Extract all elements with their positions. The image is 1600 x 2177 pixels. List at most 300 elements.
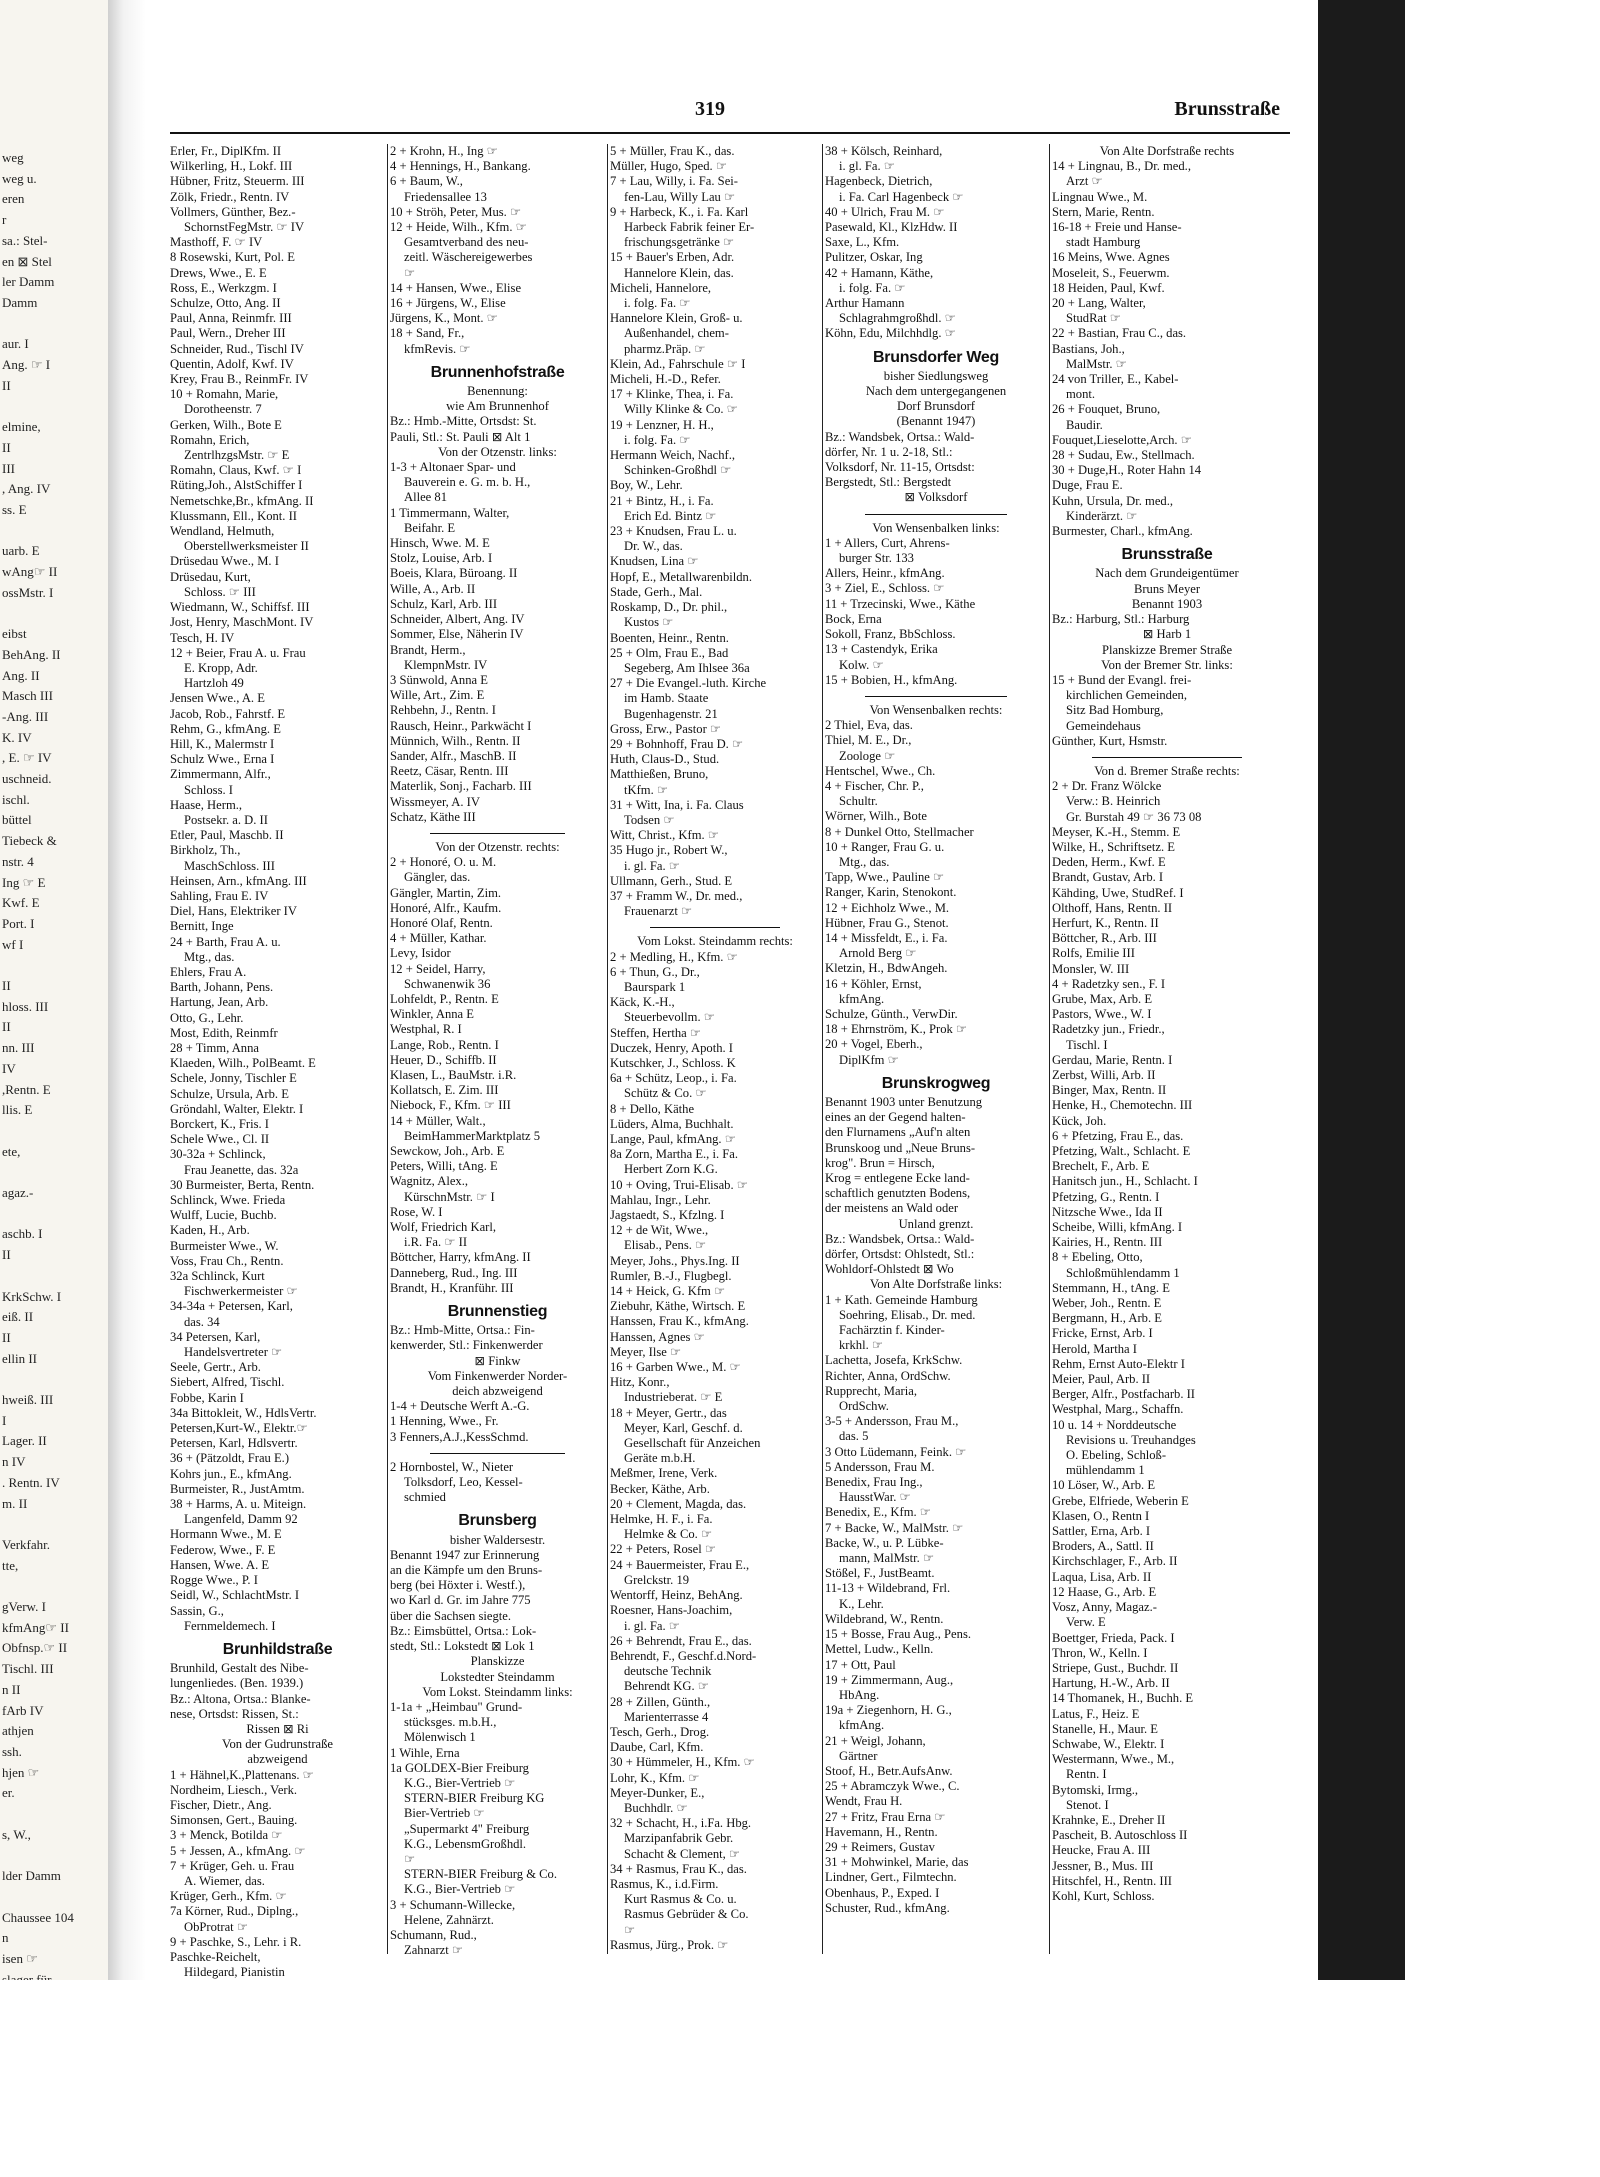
- directory-entry: 26 + Fouquet, Bruno,: [1052, 402, 1161, 417]
- directory-entry: Schele, Jonny, Tischler E: [170, 1071, 297, 1086]
- directory-entry: Broders, A., Sattl. II: [1052, 1539, 1154, 1554]
- directory-entry: K.G., Bier-Vertrieb ☞: [404, 1882, 516, 1897]
- directory-entry: Brandt, Herm.,: [390, 642, 466, 657]
- directory-entry: 6 + Pfetzing, Frau E., das.: [1052, 1128, 1184, 1143]
- directory-entry: Nach dem Grundeigentümer: [1095, 566, 1239, 581]
- directory-entry: Krahnke, E., Dreher II: [1052, 1812, 1166, 1827]
- directory-entry: Günther, Kurt, Hsmstr.: [1052, 733, 1168, 748]
- directory-entry: Duge, Frau E.: [1052, 478, 1123, 493]
- left-page-fragment-line: [2, 396, 108, 417]
- directory-entry: OrdSchw.: [839, 1399, 889, 1414]
- directory-entry: Rumler, B.-J., Flugbegl.: [610, 1268, 732, 1283]
- left-page-fragment-line: uschneid.: [2, 771, 52, 787]
- directory-entry: stücksges. m.b.H.,: [404, 1715, 497, 1730]
- directory-entry: Micheli, Hannelore,: [610, 280, 712, 295]
- directory-entry: 10 u. 14 + Norddeutsche: [1052, 1417, 1177, 1432]
- left-page-fragment-line: Tischl. III: [2, 1661, 54, 1677]
- directory-entry: Benedix, E., Kfm. ☞: [825, 1505, 932, 1520]
- directory-entry: 8a Zorn, Martha E., i. Fa.: [610, 1147, 739, 1162]
- left-page-fragment-line: llis. E: [2, 1102, 33, 1118]
- directory-entry: 37 + Framm W., Dr. med.,: [610, 888, 743, 903]
- directory-entry: Mtg., das.: [184, 949, 235, 964]
- directory-entry: Harbeck Fabrik feiner Er-: [624, 220, 755, 235]
- directory-entry: wo Karl d. Gr. im Jahre 775: [390, 1593, 531, 1608]
- directory-entry: 15 + Bauer's Erben, Adr.: [610, 250, 735, 265]
- directory-entry: Fischwerkermeister ☞: [184, 1284, 298, 1299]
- directory-entry: Vom Finkenwerder Norder-: [427, 1368, 568, 1383]
- directory-entry: Kohrs jun., E., kfmAng.: [170, 1466, 292, 1481]
- directory-entry: Meyer, Ilse ☞: [610, 1344, 682, 1359]
- directory-entry: Kutschker, J., Schloss. K: [610, 1055, 736, 1070]
- street-heading: Brunsstraße: [1121, 546, 1213, 564]
- directory-entry: Behrendt, F., Geschf.d.Nord-: [610, 1648, 757, 1663]
- left-page-fragment-line: n: [2, 1930, 9, 1946]
- directory-entry: Mettel, Ludw., Kelln.: [825, 1642, 934, 1657]
- directory-entry: 14 + Müller, Walt.,: [390, 1113, 486, 1128]
- directory-entry: Seele, Gertr., Arb.: [170, 1360, 261, 1375]
- column-1: [170, 144, 385, 1980]
- directory-entry: 38 + Harms, A. u. Miteign.: [170, 1497, 307, 1512]
- directory-entry: über die Sachsen siegte.: [390, 1608, 511, 1623]
- directory-entry: kfmRevis. ☞: [404, 341, 471, 356]
- left-page-fragment-line: Ang. ☞ I: [2, 357, 51, 373]
- directory-entry: Hartung, Jean, Arb.: [170, 995, 269, 1010]
- directory-entry: Boy, W., Lehr.: [610, 478, 683, 493]
- directory-entry: Hopf, E., Metallwarenbildn.: [610, 569, 752, 584]
- directory-entry: Simonsen, Gert., Bauing.: [170, 1813, 298, 1828]
- directory-entry: Peters, Willi, tAng. E: [390, 1159, 498, 1174]
- directory-entry: 24 + Barth, Frau A. u.: [170, 934, 281, 949]
- left-page-fragment-line: en ⊠ Stel: [2, 253, 52, 269]
- column-3: [610, 144, 820, 1954]
- directory-entry: Wörner, Wilh., Bote: [825, 809, 927, 824]
- directory-entry: 4 + Fischer, Chr. P.,: [825, 778, 924, 793]
- directory-entry: Krog = entlegene Ecke land-: [825, 1171, 970, 1185]
- directory-entry: 34 + Rasmus, Frau K., das.: [610, 1861, 747, 1876]
- left-page-fragment-line: [2, 314, 108, 335]
- directory-entry: Planskizze Bremer Straße: [1101, 642, 1233, 657]
- directory-entry: 21 + Bintz, H., i. Fa.: [610, 493, 714, 508]
- directory-entry: 10 + Ranger, Frau G. u.: [825, 839, 945, 854]
- left-page-fragment-line: II: [2, 377, 11, 393]
- directory-entry: Hansen, Wwe. A. E: [170, 1557, 270, 1572]
- directory-entry: Revisions u. Treuhandges: [1066, 1432, 1196, 1447]
- directory-entry: Hitschfel, H., Rentn. III: [1052, 1873, 1172, 1888]
- directory-entry: Sander, Alfr., MaschB. II: [390, 748, 517, 763]
- directory-entry: Kinderärzt. ☞: [1066, 508, 1138, 523]
- directory-entry: i. Fa. Carl Hagenbeck ☞: [839, 189, 964, 204]
- directory-entry: 14 + Heick, G. Kfm ☞: [610, 1284, 726, 1299]
- directory-entry: 8 + Dunkel Otto, Stellmacher: [825, 824, 974, 839]
- directory-entry: Kletzin, H., BdwAngeh.: [825, 961, 948, 976]
- directory-entry: Bock, Erna: [825, 611, 882, 626]
- directory-entry: 2 + Dr. Franz Wölcke: [1052, 779, 1162, 794]
- directory-entry: 14 + Missfeldt, E., i. Fa.: [825, 930, 948, 945]
- directory-entry: Bz.: Wandsbek, Ortsa.: Wald-: [825, 429, 975, 444]
- directory-entry: Friedensallee 13: [404, 189, 487, 204]
- directory-entry: Mölenwisch 1: [404, 1730, 476, 1745]
- directory-entry: Seidl, W., SchlachtMstr. I: [170, 1588, 300, 1603]
- directory-entry: 20 + Clement, Magda, das.: [610, 1496, 747, 1511]
- directory-entry: 16 + Köhler, Ernst,: [825, 976, 922, 991]
- directory-entry: Pastors, Wwe., W. I: [1052, 1007, 1152, 1022]
- directory-entry: Grube, Max, Arb. E: [1052, 991, 1153, 1006]
- left-page-fragment-line: fArb IV: [2, 1702, 44, 1718]
- directory-entry: 3 Otto Lüdemann, Feink. ☞: [825, 1444, 967, 1459]
- directory-entry: 7 + Krüger, Geh. u. Frau: [170, 1858, 295, 1873]
- directory-entry: StudRat ☞: [1066, 311, 1122, 326]
- directory-entry: ⊠ Finkw: [474, 1353, 521, 1368]
- directory-entry: pharmz.Präp. ☞: [624, 341, 706, 356]
- directory-entry: Willy Klinke & Co. ☞: [624, 402, 738, 417]
- directory-entry: Fernmeldemech. I: [184, 1618, 276, 1633]
- directory-entry: 34 Petersen, Karl,: [170, 1329, 261, 1344]
- directory-entry: Stößel, F., JustBeamt.: [825, 1566, 935, 1581]
- directory-entry: der meistens an Wald oder: [825, 1201, 959, 1216]
- directory-entry: Ranger, Karin, Stenokont.: [825, 885, 957, 900]
- directory-entry: Ross, E., Werkzgm. I: [170, 280, 277, 295]
- directory-entry: Krüger, Gerh., Kfm. ☞: [170, 1889, 287, 1904]
- directory-entry: Masthoff, F. ☞ IV: [170, 235, 263, 250]
- directory-entry: Hagenbeck, Dietrich,: [825, 174, 933, 189]
- left-page-fragment-line: . Rentn. IV: [2, 1474, 60, 1490]
- directory-entry: Sassin, G.,: [170, 1603, 224, 1618]
- left-page-fragment-line: Tiebeck &: [2, 833, 57, 849]
- street-heading: Brunnenstieg: [447, 1303, 548, 1321]
- directory-entry: Stenot. I: [1066, 1797, 1109, 1812]
- directory-entry: STERN-BIER Freiburg KG: [404, 1791, 545, 1806]
- directory-entry: 16-18 + Freie und Hanse-: [1052, 220, 1182, 235]
- directory-entry: 15 + Bobien, H., kfmAng.: [825, 672, 958, 687]
- directory-entry: Todsen ☞: [624, 812, 675, 827]
- directory-entry: kfmAng.: [839, 1718, 885, 1733]
- left-page-fragment-line: aur. I: [2, 336, 29, 352]
- directory-entry: 32a Schlinck, Kurt: [170, 1269, 265, 1284]
- directory-entry: Steffen, Hertha ☞: [610, 1025, 702, 1040]
- directory-entry: 17 + Klinke, Thea, i. Fa.: [610, 387, 734, 402]
- directory-entry: frischungsgetränke ☞: [624, 235, 735, 250]
- directory-entry: Meyer, Johs., Phys.Ing. II: [610, 1253, 740, 1268]
- directory-entry: Borckert, K., Fris. I: [170, 1117, 269, 1131]
- directory-entry: zeitl. Wäschereigewerbes: [404, 250, 533, 265]
- directory-entry: 21 + Weigl, Johann,: [825, 1733, 926, 1748]
- directory-entry: 34-34a + Petersen, Karl,: [170, 1299, 293, 1314]
- directory-entry: Käck, K.-H.,: [610, 995, 675, 1010]
- directory-entry: Jessner, B., Mus. III: [1052, 1858, 1154, 1873]
- directory-entry: 2 Hornbostel, W., Nieter: [390, 1459, 514, 1474]
- left-page-fragment-line: aschb. I: [2, 1226, 43, 1242]
- directory-entry: Gängler, Martin, Zim.: [390, 885, 502, 900]
- left-page-fragment-line: II: [2, 1247, 11, 1263]
- directory-entry: 36 + (Pätzoldt, Frau E.): [170, 1451, 290, 1466]
- directory-entry: Bz.: Hmb-Mitte, Ortsa.: Fin-: [390, 1323, 535, 1338]
- directory-entry: Drews, Wwe., E. E: [170, 265, 267, 280]
- directory-page: [150, 90, 1320, 1980]
- directory-entry: Roesner, Hans-Joachim,: [610, 1603, 733, 1618]
- left-page-fragment-line: büttel: [2, 812, 32, 828]
- section-separator: [430, 1445, 565, 1454]
- directory-entry: lungenliedes. (Ben. 1939.): [170, 1676, 304, 1691]
- directory-entry: Scheibe, Willi, kfmAng. I: [1052, 1220, 1183, 1235]
- directory-entry: Marienterrasse 4: [624, 1709, 709, 1724]
- directory-entry: Schacht & Clement, ☞: [624, 1846, 741, 1861]
- directory-entry: Heuer, D., Schiffb. II: [390, 1052, 497, 1067]
- directory-entry: Haase, Herm.,: [170, 797, 243, 812]
- directory-entry: Kaden, H., Arb.: [170, 1223, 250, 1238]
- directory-entry: 2 + Krohn, H., Ing ☞: [390, 144, 498, 158]
- directory-entry: Schneider, Rud., Tischl IV: [170, 341, 304, 356]
- directory-entry: Romahn, Claus, Kwf. ☞ I: [170, 463, 302, 478]
- directory-entry: Wiedmann, W., Schiffsf. III: [170, 600, 310, 615]
- directory-entry: 16 Meins, Wwe. Agnes: [1052, 250, 1170, 265]
- directory-entry: Tolksdorf, Leo, Kessel-: [404, 1475, 523, 1490]
- left-page-fragment-line: hloss. III: [2, 998, 49, 1014]
- directory-entry: Monsler, W. III: [1052, 961, 1130, 976]
- directory-entry: Zerbst, Willi, Arb. II: [1052, 1067, 1156, 1082]
- left-page-fragment-line: [2, 1845, 108, 1866]
- directory-entry: Von der Bremer Str. links:: [1101, 657, 1233, 672]
- left-page-fragment-line: elmine,: [2, 419, 41, 435]
- left-page-fragment-line: [2, 603, 108, 624]
- directory-entry: kenwerder, Stl.: Finkenwerder: [390, 1338, 543, 1353]
- directory-entry: Heucke, Frau A. III: [1052, 1843, 1151, 1858]
- directory-entry: Von der Gudrunstraße: [222, 1737, 333, 1752]
- directory-entry: Gr. Burstah 49 ☞ 36 73 08: [1066, 809, 1202, 824]
- directory-entry: 1-1a + „Heimbau" Grund-: [390, 1699, 523, 1714]
- directory-entry: Unland grenzt.: [898, 1216, 974, 1231]
- directory-entry: Sommer, Else, Näherin IV: [390, 627, 524, 642]
- directory-entry: Jensen Wwe., A. E: [170, 691, 265, 706]
- directory-entry: burger Str. 133: [839, 551, 914, 566]
- directory-entry: 29 + Bohnhoff, Frau D. ☞: [610, 736, 744, 751]
- directory-entry: Herbert Zorn K.G.: [624, 1162, 718, 1177]
- directory-entry: Frauenarzt ☞: [624, 904, 693, 919]
- directory-entry: Kurt Rasmus & Co. u.: [624, 1892, 737, 1907]
- directory-entry: Birkholz, Th.,: [170, 843, 241, 858]
- directory-entry: Wohldorf-Ohlstedt ⊠ Wo: [825, 1262, 954, 1277]
- directory-entry: 20 + Vogel, Eberh.,: [825, 1037, 923, 1052]
- page-number: 319: [695, 98, 725, 120]
- directory-entry: 1a GOLDEX-Bier Freiburg: [390, 1760, 529, 1775]
- directory-entry: abzweigend: [247, 1752, 308, 1767]
- directory-entry: eines an der Gegend halten-: [825, 1110, 966, 1125]
- directory-entry: HbAng.: [839, 1687, 880, 1702]
- directory-entry: Schumann, Rud.,: [390, 1927, 477, 1942]
- directory-entry: Planskizze: [470, 1654, 525, 1669]
- left-page-fragment-line: IV: [2, 1060, 16, 1076]
- directory-entry: Klussmann, Ell., Kont. II: [170, 508, 297, 523]
- left-page-fragment-line: athjen: [2, 1723, 34, 1739]
- directory-entry: das. 5: [839, 1429, 869, 1444]
- directory-entry: Materlik, Sonj., Facharb. III: [390, 779, 532, 794]
- directory-entry: Allers, Heinr., kfmAng.: [825, 566, 945, 581]
- directory-entry: 9 + Paschke, S., Lehr. i R.: [170, 1934, 302, 1949]
- directory-entry: Rose, W. I: [390, 1204, 443, 1219]
- left-page-fragment-line: [2, 1514, 108, 1535]
- directory-entry: 30 Burmeister, Berta, Rentn.: [170, 1177, 315, 1192]
- directory-entry: kirchlichen Gemeinden,: [1066, 688, 1187, 703]
- left-page-fragment-line: m. II: [2, 1495, 28, 1511]
- directory-entry: Soehring, Elisab., Dr. med.: [839, 1307, 976, 1322]
- directory-entry: 31 + Witt, Ina, i. Fa. Claus: [610, 797, 744, 812]
- directory-entry: Ullmann, Gerh., Stud. E: [610, 873, 733, 888]
- directory-entry: Brunhild, Gestalt des Nibe-: [170, 1661, 309, 1676]
- directory-entry: Sattler, Erna, Arb. I: [1052, 1524, 1151, 1539]
- directory-entry: Barth, Johann, Pens.: [170, 980, 274, 995]
- directory-entry: 11-13 + Wildebrand, Frl.: [825, 1581, 951, 1596]
- directory-entry: 19 + Lenzner, H. H.,: [610, 417, 714, 432]
- left-page-fragment-line: Ang. II: [2, 667, 40, 683]
- directory-entry: Gerdau, Marie, Rentn. I: [1052, 1052, 1173, 1067]
- directory-entry: Baudir.: [1066, 417, 1103, 432]
- left-page-fragment-line: Verkfahr.: [2, 1536, 51, 1552]
- directory-entry: Meyer-Dunker, E.,: [610, 1785, 705, 1800]
- left-page-fragment-line: wf I: [2, 936, 24, 952]
- directory-entry: schaftlich genutzten Bodens,: [825, 1186, 971, 1201]
- directory-entry: Rüting,Joh., AlstSchiffer I: [170, 478, 303, 493]
- directory-entry: 42 + Hamann, Käthe,: [825, 265, 934, 280]
- directory-entry: Vosz, Anny, Magaz.-: [1052, 1600, 1157, 1615]
- directory-entry: Winkler, Anna E: [390, 1007, 474, 1022]
- directory-entry: mühlendamm 1: [1066, 1463, 1145, 1478]
- left-page-fragment-line: kfmAng☞ II: [2, 1619, 69, 1635]
- directory-entry: den Flurnamens „Auf'n alten: [825, 1125, 971, 1140]
- directory-entry: Bernitt, Inge: [170, 919, 234, 934]
- directory-entry: 1 Timmermann, Walter,: [390, 505, 510, 520]
- directory-entry: 5 + Jessen, A., kfmAng. ☞: [170, 1843, 306, 1858]
- directory-entry: KürschnMstr. ☞ I: [404, 1189, 495, 1204]
- directory-entry: Brunskoog und „Neue Bruns-: [825, 1140, 976, 1155]
- directory-entry: 3 + Schumann-Willecke,: [390, 1897, 516, 1912]
- directory-entry: Pfetzing, G., Rentn. I: [1052, 1189, 1160, 1204]
- directory-entry: Lingnau Wwe., M.: [1052, 189, 1148, 204]
- directory-entry: 10 + Romahn, Marie,: [170, 387, 279, 402]
- directory-entry: Kück, Joh.: [1052, 1113, 1107, 1128]
- directory-entry: Zimmermann, Alfr.,: [170, 767, 271, 782]
- directory-entry: Rasmus, Jürg., Prok. ☞: [610, 1937, 729, 1952]
- directory-entry: 28 + Sudau, Ew., Stellmach.: [1052, 448, 1195, 463]
- left-page-fragment-line: II: [2, 1019, 11, 1035]
- directory-entry: 23 + Knudsen, Frau L. u.: [610, 524, 737, 539]
- directory-entry: i. gl. Fa. ☞: [839, 159, 896, 174]
- directory-entry: 24 von Triller, E., Kabel-: [1052, 372, 1179, 387]
- directory-entry: Hill, K., Malermstr I: [170, 736, 275, 751]
- directory-entry: Bytomski, Irmg.,: [1052, 1782, 1139, 1797]
- directory-entry: Erler, Fr., DiplKfm. II: [170, 144, 282, 158]
- directory-entry: 2 + Medling, H., Kfm. ☞: [610, 949, 738, 964]
- directory-entry: 32 + Schacht, H., i.Fa. Hbg.: [610, 1816, 752, 1831]
- section-separator: [430, 825, 565, 834]
- directory-entry: Klasen, L., BauMstr. i.R.: [390, 1067, 517, 1082]
- directory-entry: Etler, Paul, Maschb. II: [170, 828, 284, 843]
- directory-entry: Stemmann, H., tAng. E: [1052, 1280, 1170, 1295]
- directory-entry: Wentorff, Heinz, BehAng.: [610, 1588, 743, 1603]
- directory-entry: Rupprecht, Maria,: [825, 1383, 917, 1398]
- street-heading: Brunsberg: [458, 1512, 537, 1530]
- left-page-fragment-line: er.: [2, 1785, 15, 1801]
- directory-entry: 4 + Hennings, H., Bankang.: [390, 159, 531, 174]
- directory-entry: Rehm, G., kfmAng. E: [170, 721, 281, 736]
- directory-entry: Postsekr. a. D. II: [184, 812, 268, 827]
- directory-entry: 6 + Baum, W.,: [390, 174, 463, 189]
- directory-entry: Dr. W., das.: [624, 539, 683, 554]
- left-page-fragment-line: [2, 1204, 108, 1225]
- directory-entry: Wendland, Helmuth,: [170, 524, 275, 539]
- directory-entry: Knudsen, Lina ☞: [610, 554, 699, 569]
- directory-entry: Most, Edith, Reinmfr: [170, 1025, 278, 1040]
- directory-entry: Zahnarzt ☞: [404, 1943, 464, 1958]
- directory-entry: 12 + de Wit, Wwe.,: [610, 1223, 709, 1238]
- directory-entry: Bz.: Eimsbüttel, Ortsa.: Lok-: [390, 1623, 537, 1638]
- directory-entry: 4 + Radetzky sen., F. I: [1052, 976, 1166, 991]
- blank-margin: [1405, 0, 1600, 2177]
- directory-entry: Bergmann, H., Arb. E: [1052, 1311, 1162, 1326]
- directory-entry: Thiel, M. E., Dr.,: [825, 733, 912, 748]
- directory-entry: Tesch, Gerh., Drog.: [610, 1724, 710, 1739]
- directory-entry: Oberstellwerksmeister II: [184, 539, 309, 554]
- left-page-fragment-line: hjen ☞: [2, 1764, 40, 1780]
- directory-entry: Schatz, Käthe III: [390, 809, 476, 824]
- directory-entry: Von d. Bremer Straße rechts:: [1094, 763, 1240, 778]
- directory-entry: Lüders, Alma, Buchhalt.: [610, 1116, 734, 1131]
- directory-entry: deutsche Technik: [624, 1664, 712, 1679]
- directory-entry: Verw.: B. Heinrich: [1066, 794, 1161, 809]
- directory-entry: Diel, Hans, Elektriker IV: [170, 904, 297, 919]
- directory-entry: Romahn, Erich,: [170, 432, 250, 447]
- directory-entry: Fricke, Ernst, Arb. I: [1052, 1326, 1153, 1341]
- directory-entry: Rissen ⊠ Ri: [246, 1721, 309, 1736]
- directory-entry: Behrendt KG. ☞: [624, 1679, 710, 1694]
- section-separator: [650, 919, 780, 928]
- directory-entry: 31 + Mohwinkel, Marie, das: [825, 1855, 969, 1870]
- left-page-fragment-line: eiß. II: [2, 1309, 34, 1325]
- left-page-fragment-line: nn. III: [2, 1040, 35, 1056]
- directory-entry: Helene, Zahnärzt.: [404, 1912, 494, 1927]
- left-page-fragment-line: KrkSchw. I: [2, 1288, 62, 1304]
- directory-entry: Havemann, H., Rentn.: [825, 1824, 938, 1839]
- directory-entry: 30 + Hümmeler, H., Kfm. ☞: [610, 1755, 755, 1770]
- directory-entry: Wagnitz, Alex.,: [390, 1174, 469, 1189]
- directory-entry: Schulze, Otto, Ang. II: [170, 296, 281, 311]
- directory-entry: Siebert, Alfred, Tischl.: [170, 1375, 285, 1390]
- header-rule: [170, 132, 1290, 134]
- directory-entry: 3 + Menck, Botilda ☞: [170, 1828, 283, 1843]
- left-page-fragment-line: , Ang. IV: [2, 481, 51, 497]
- directory-entry: SchornstFegMstr. ☞ IV: [184, 220, 305, 235]
- directory-entry: K.G., Bier-Vertrieb ☞: [404, 1775, 516, 1790]
- directory-entry: Wissmeyer, A. IV: [390, 794, 480, 809]
- directory-entry: Frau Jeanette, das. 32a: [184, 1162, 299, 1177]
- directory-entry: Voss, Frau Ch., Rentn.: [170, 1253, 284, 1268]
- directory-entry: i. folg. Fa. ☞: [624, 296, 691, 311]
- directory-entry: Meßmer, Irene, Verk.: [610, 1466, 718, 1481]
- directory-entry: 27 + Fritz, Frau Erna ☞: [825, 1809, 946, 1824]
- directory-entry: Schultr.: [839, 794, 878, 809]
- directory-entry: Lohfeldt, P., Rentn. E: [390, 991, 499, 1006]
- directory-entry: Hübner, Frau G., Stenot.: [825, 915, 949, 930]
- directory-entry: 34a Bittokleit, W., HdlsVertr.: [170, 1405, 317, 1420]
- directory-entry: Olthoff, Hans, Rentn. II: [1052, 900, 1173, 915]
- directory-entry: Bz.: Altona, Ortsa.: Blanke-: [170, 1691, 311, 1706]
- directory-entry: Helmke, H. F., i. Fa.: [610, 1512, 713, 1527]
- left-page-fragment-line: wAng☞ II: [2, 564, 58, 580]
- directory-entry: Burmeister Wwe., W.: [170, 1238, 279, 1253]
- directory-entry: Benannt 1903 unter Benutzung: [825, 1094, 983, 1109]
- directory-entry: Grelckstr. 19: [624, 1572, 690, 1587]
- directory-entry: 22 + Bastian, Frau C., das.: [1052, 326, 1187, 341]
- left-page-fragment-line: [2, 1162, 108, 1183]
- left-page-fragment-line: -Ang. III: [2, 708, 49, 724]
